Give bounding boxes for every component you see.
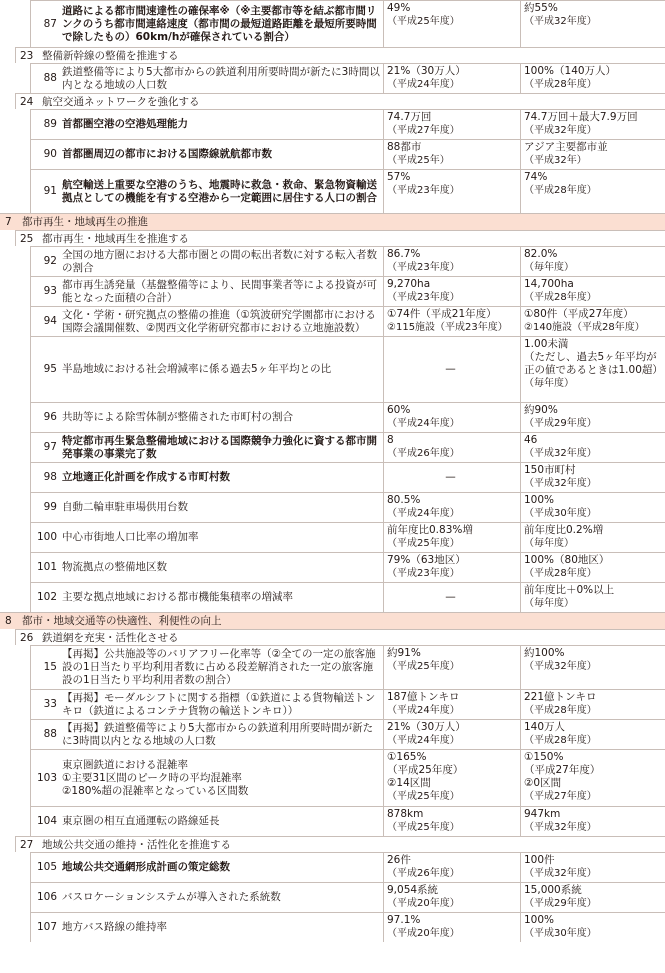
- indicator-number: 98: [43, 471, 57, 483]
- target-value-cell: [520, 853, 665, 882]
- current-year: （平成24年度）: [387, 418, 460, 429]
- target-value: ①150% （平成27年度） ②0区間: [524, 751, 601, 789]
- target-value-cell: [520, 750, 665, 806]
- indicator-number: 107: [36, 921, 57, 933]
- indicator-number: 90: [43, 148, 57, 160]
- indicator-description-cell: [62, 1, 380, 47]
- current-year: （平成23年度）: [387, 292, 460, 303]
- table-row: [30, 645, 665, 689]
- current-value: 57%: [387, 171, 411, 183]
- target-value-cell: [520, 807, 665, 836]
- indicator-description: 【再掲】鉄道整備等により5大都市からの鉄道利用所要時間が新たに3時間以内となる地域の人口数: [62, 721, 374, 747]
- table-row: [30, 806, 665, 836]
- target-value: 1.00未満 （ただし、過去5ヶ年平均が正の値であるときは1.00超）: [524, 338, 663, 376]
- indicator-number: 87: [43, 17, 57, 30]
- indicator-description: 東京圏の相互直通運転の路線延長: [62, 815, 220, 827]
- current-value: ①165% （平成25年度） ②14区間: [387, 751, 464, 789]
- indicator-description: 道路による都市間速達性の確保率※（※主要都市等を結ぶ都市間リンクのうち都市間連絡速度（都市間の最短道路距離を最短所要時間で除したもの）60km/hが確保されている割合）: [62, 4, 377, 43]
- current-value-cell: [383, 64, 517, 93]
- subsection-header: [15, 836, 665, 852]
- indicator-description-cell: [62, 583, 380, 612]
- current-value-cell: [383, 750, 517, 806]
- current-value: 187億トンキロ: [387, 691, 460, 703]
- indicator-number: 88: [43, 728, 57, 740]
- current-value: 86.7%: [387, 248, 421, 260]
- indicator-description-cell: [62, 170, 380, 213]
- target-value-cell: [520, 883, 665, 912]
- current-value-cell: [383, 403, 517, 432]
- current-value-cell: [383, 883, 517, 912]
- current-value-cell: [383, 720, 517, 749]
- target-value-cell: [520, 646, 665, 689]
- target-value: 150市町村: [524, 464, 576, 476]
- target-value: 100%（140万人）: [524, 65, 617, 77]
- current-year: （平成25年度）: [387, 791, 460, 802]
- table-row: [30, 719, 665, 749]
- current-year: （平成26年度）: [387, 448, 460, 459]
- current-value-cell: [383, 247, 517, 276]
- target-year: （平成30年度）: [524, 928, 597, 939]
- subsection-header: [15, 47, 665, 63]
- target-value: 74.7万回＋最大7.9万回: [524, 111, 638, 123]
- current-value: 878km: [387, 808, 424, 820]
- subsection-title: 都市再生・地域再生を推進する: [42, 233, 189, 245]
- indicator-description-cell: [62, 853, 380, 882]
- table-row: [30, 432, 665, 462]
- indicator-description: 主要な拠点地域における都市機能集積率の増減率: [62, 591, 293, 603]
- subsection-number: 25: [20, 233, 34, 245]
- target-year: （平成29年度）: [524, 898, 597, 909]
- target-year: （平成27年度）: [524, 791, 597, 802]
- target-value-cell: [520, 170, 665, 213]
- target-value-cell: [520, 307, 665, 336]
- target-value: 100%: [524, 494, 555, 506]
- target-value-cell: [520, 337, 665, 402]
- target-year: （毎年度）: [524, 598, 574, 609]
- table-row: [30, 522, 665, 552]
- indicator-description: 自動二輪車駐車場供用台数: [62, 501, 188, 513]
- indicator-number: 105: [36, 861, 57, 873]
- table-row: [30, 336, 665, 402]
- target-value-cell: [520, 110, 665, 139]
- current-value: 97.1%: [387, 914, 421, 926]
- subsection-title: 整備新幹線の整備を推進する: [42, 50, 179, 62]
- indicator-number: 97: [43, 441, 57, 453]
- current-value: —: [445, 363, 456, 375]
- target-value: 100%（80地区）: [524, 554, 610, 566]
- current-value: 21%（30万人）: [387, 721, 466, 733]
- current-year: （平成24年度）: [387, 705, 460, 716]
- indicator-description-cell: [62, 690, 380, 719]
- table-row: [30, 139, 665, 169]
- target-value: 15,000系統: [524, 884, 582, 896]
- section-title: 都市再生・地域再生の推進: [22, 216, 148, 228]
- target-value: 14,700ha: [524, 278, 574, 290]
- current-value: 9,054系統: [387, 884, 439, 896]
- target-year: （平成32年度）: [524, 478, 597, 489]
- target-value: 約90%: [524, 404, 558, 416]
- table-row: [30, 582, 665, 612]
- table-row: [30, 462, 665, 492]
- indicator-number: 88: [43, 72, 57, 84]
- subsection-number: 23: [20, 50, 34, 62]
- subsection-number: 26: [20, 632, 34, 644]
- indicator-description-cell: [62, 110, 380, 139]
- current-year: （平成24年度）: [387, 735, 460, 746]
- current-value: —: [445, 471, 456, 483]
- indicator-description-cell: [62, 433, 380, 462]
- section-header: [0, 612, 665, 629]
- target-value-cell: [520, 463, 665, 492]
- current-value-cell: [383, 807, 517, 836]
- target-value-cell: [520, 1, 665, 47]
- section-number: 7: [5, 216, 12, 228]
- target-value: 前年度比0.2%増: [524, 524, 604, 536]
- target-value-cell: [520, 403, 665, 432]
- target-year: （平成32年度）: [524, 16, 597, 27]
- table-row: [30, 689, 665, 719]
- indicator-description-cell: [62, 646, 380, 689]
- current-value-cell: [383, 523, 517, 552]
- current-year: （平成24年度）: [387, 79, 460, 90]
- current-year: （平成27年度）: [387, 125, 460, 136]
- subsection-number: 24: [20, 96, 34, 108]
- subsection-header: [15, 93, 665, 109]
- target-year: （毎年度）: [524, 378, 574, 389]
- current-value: 26件: [387, 854, 411, 866]
- indicator-number: 92: [43, 255, 57, 267]
- current-value: 前年度比0.83%増: [387, 524, 473, 536]
- target-value: 46: [524, 434, 538, 446]
- current-value: 79%（63地区）: [387, 554, 466, 566]
- target-value: 947km: [524, 808, 561, 820]
- indicator-description-cell: [62, 247, 380, 276]
- indicator-description: 半島地域における社会増減率に係る過去5ヶ年平均との比: [62, 363, 332, 375]
- indicator-description-cell: [62, 337, 380, 402]
- target-value: 前年度比＋0%以上: [524, 584, 615, 596]
- indicator-description: 地方バス路線の維持率: [62, 921, 167, 933]
- table-row: [30, 912, 665, 942]
- indicator-description: バスロケーションシステムが導入された系統数: [62, 891, 281, 903]
- target-value: 221億トンキロ: [524, 691, 597, 703]
- target-value: 約55%: [524, 2, 558, 14]
- current-value-cell: [383, 307, 517, 336]
- indicator-description-cell: [62, 720, 380, 749]
- target-value-cell: [520, 690, 665, 719]
- current-value-cell: [383, 1, 517, 47]
- subsection-title: 航空交通ネットワークを強化する: [42, 96, 200, 108]
- indicator-number: 103: [36, 771, 57, 784]
- current-value-cell: [383, 853, 517, 882]
- indicator-number: 99: [43, 501, 57, 513]
- target-year: （平成32年度）: [524, 448, 597, 459]
- target-year: （平成28年度）: [524, 79, 597, 90]
- target-value-cell: [520, 433, 665, 462]
- target-year: （平成28年度）: [524, 185, 597, 196]
- current-value: 74.7万回: [387, 111, 432, 123]
- table-row: [30, 402, 665, 432]
- current-year: （平成24年度）: [387, 508, 460, 519]
- target-year: （平成28年度）: [524, 568, 597, 579]
- target-year: （平成30年度）: [524, 508, 597, 519]
- target-value-cell: [520, 140, 665, 169]
- indicator-description-cell: [62, 140, 380, 169]
- target-value-cell: [520, 523, 665, 552]
- indicator-description: 鉄道整備等により5大都市からの鉄道利用所要時間が新たに3時間以内となる地域の人口数: [62, 65, 380, 91]
- target-value-cell: [520, 583, 665, 612]
- current-value: 60%: [387, 404, 411, 416]
- target-year: （平成32年度）: [524, 868, 597, 879]
- current-year: （平成20年度）: [387, 928, 460, 939]
- target-value-cell: [520, 720, 665, 749]
- table-row: [30, 0, 665, 47]
- current-value-cell: [383, 337, 517, 402]
- current-value-cell: [383, 463, 517, 492]
- current-value: 49%: [387, 2, 411, 14]
- target-value: アジア主要都市並: [524, 141, 608, 153]
- indicator-number: 95: [43, 363, 57, 375]
- indicator-description-cell: [62, 913, 380, 942]
- current-value-cell: [383, 493, 517, 522]
- indicator-description: 物流拠点の整備地区数: [62, 561, 167, 573]
- indicator-description: 全国の地方圏における大都市圏との間の転出者数に対する転入者数の割合: [62, 248, 377, 274]
- section-header: [0, 213, 665, 230]
- target-year: （平成29年度）: [524, 418, 597, 429]
- indicator-description-cell: [62, 750, 380, 806]
- current-value: 88都市: [387, 141, 422, 153]
- subsection-header: [15, 629, 665, 645]
- current-year: （平成23年度）: [387, 185, 460, 196]
- table-row: [30, 246, 665, 276]
- indicator-number: 89: [43, 118, 57, 130]
- indicator-description: 特定都市再生緊急整備地域における国際競争力強化に資する都市開発事業の事業完了数: [62, 434, 377, 460]
- current-year: （平成25年度）: [387, 661, 460, 672]
- current-year: （平成23年度）: [387, 262, 460, 273]
- target-value: 約100%: [524, 647, 565, 659]
- table-row: [30, 852, 665, 882]
- target-value-cell: [520, 247, 665, 276]
- indicator-description: 文化・学術・研究拠点の整備の推進（①筑波研究学園都市における国際会議開催数、②関西文化学術研究都市における立地施設数）: [62, 308, 376, 334]
- current-year: （平成20年度）: [387, 898, 460, 909]
- indicator-description-cell: [62, 64, 380, 93]
- current-value-cell: [383, 583, 517, 612]
- indicator-number: 33: [43, 698, 57, 710]
- indicator-number: 104: [36, 815, 57, 827]
- indicator-description: 東京圏鉄道における混雑率 ①主要31区間のピーク時の平均混雑率 ②180%超の混雑率となっている区間数: [62, 758, 249, 797]
- target-year: （毎年度）: [524, 262, 574, 273]
- current-year: （平成25年）: [387, 155, 450, 166]
- indicator-number: 101: [36, 561, 57, 573]
- current-year: （平成26年度）: [387, 868, 460, 879]
- indicator-description-cell: [62, 883, 380, 912]
- target-year: （平成32年）: [524, 155, 587, 166]
- current-year: （平成25年度）: [387, 16, 460, 27]
- target-value: 82.0%: [524, 248, 558, 260]
- target-value-cell: [520, 64, 665, 93]
- indicator-description: 首都圏空港の空港処理能力: [62, 118, 188, 130]
- indicator-description: 航空輸送上重要な空港のうち、地震時に救急・救命、緊急物資輸送拠点としての機能を有する空港から一定範囲に居住する人口の割合: [62, 178, 377, 204]
- current-value: 21%（30万人）: [387, 65, 466, 77]
- current-value-cell: [383, 110, 517, 139]
- target-value-cell: [520, 277, 665, 306]
- indicator-number: 93: [43, 285, 57, 297]
- current-year: （平成23年度）: [387, 568, 460, 579]
- target-year: （平成32年度）: [524, 125, 597, 136]
- table-row: [30, 306, 665, 336]
- indicator-description-cell: [62, 553, 380, 582]
- current-value: ①74件（平成21年度）: [387, 308, 497, 320]
- indicator-description-cell: [62, 277, 380, 306]
- target-value: 100%: [524, 914, 555, 926]
- subsection-header: [15, 230, 665, 246]
- indicator-number: 96: [43, 411, 57, 423]
- indicator-description: 【再掲】モーダルシフトに関する指標（①鉄道による貨物輸送トンキロ（鉄道によるコンテナ貨物の輸送トンキロ））: [62, 691, 376, 717]
- current-year: （平成25年度）: [387, 822, 460, 833]
- indicator-description-cell: [62, 807, 380, 836]
- indicator-description: 【再掲】公共施設等のバリアフリー化率等（②全ての一定の旅客施設の1日当たり平均利用者数に占める段差解消された一定の旅客施設の1日当たり平均利用者数の割合）: [62, 648, 376, 686]
- current-value: 約91%: [387, 647, 421, 659]
- indicator-description-cell: [62, 403, 380, 432]
- current-year: （平成25年度）: [387, 538, 460, 549]
- indicator-description-cell: [62, 523, 380, 552]
- target-year: ②140施設（平成28年度）: [524, 322, 645, 333]
- target-value-cell: [520, 493, 665, 522]
- indicator-number: 15: [43, 661, 57, 673]
- indicator-description: 立地適正化計画を作成する市町村数: [62, 471, 230, 483]
- indicator-description: 共助等による除雪体制が整備された市町村の割合: [62, 411, 293, 423]
- current-value-cell: [383, 553, 517, 582]
- indicator-description-cell: [62, 463, 380, 492]
- indicator-number: 91: [43, 185, 57, 197]
- table-row: [30, 552, 665, 582]
- current-year: ②115施設（平成23年度）: [387, 322, 508, 333]
- current-value-cell: [383, 690, 517, 719]
- indicator-number: 106: [36, 891, 57, 903]
- indicator-number: 100: [36, 531, 57, 543]
- subsection-title: 地域公共交通の維持・活性化を推進する: [42, 839, 231, 851]
- current-value-cell: [383, 433, 517, 462]
- indicator-number: 94: [43, 315, 57, 327]
- section-number: 8: [5, 615, 12, 627]
- current-value-cell: [383, 277, 517, 306]
- table-row: [30, 882, 665, 912]
- current-value: 8: [387, 434, 394, 446]
- target-year: （平成32年度）: [524, 822, 597, 833]
- indicator-description: 地域公共交通網形成計画の策定総数: [62, 861, 230, 873]
- current-value: 80.5%: [387, 494, 421, 506]
- table-row: [30, 169, 665, 213]
- indicator-description: 中心市街地人口比率の増加率: [62, 531, 199, 543]
- current-value-cell: [383, 140, 517, 169]
- indicator-number: 102: [36, 591, 57, 603]
- target-value: 74%: [524, 171, 548, 183]
- target-value: 100件: [524, 854, 555, 866]
- indicator-description: 首都圏周辺の都市における国際線就航都市数: [62, 148, 272, 160]
- section-title: 都市・地域交通等の快適性、利便性の向上: [22, 615, 222, 627]
- target-year: （平成28年度）: [524, 735, 597, 746]
- table-row: [30, 109, 665, 139]
- table-row: [30, 749, 665, 806]
- target-value: ①80件（平成27年度）: [524, 308, 634, 320]
- table-row: [30, 63, 665, 93]
- target-year: （平成28年度）: [524, 292, 597, 303]
- current-value-cell: [383, 170, 517, 213]
- current-value: 9,270ha: [387, 278, 431, 290]
- current-value-cell: [383, 913, 517, 942]
- table-row: [30, 492, 665, 522]
- indicator-description-cell: [62, 493, 380, 522]
- current-value: —: [445, 591, 456, 603]
- target-year: （毎年度）: [524, 538, 574, 549]
- current-value-cell: [383, 646, 517, 689]
- target-year: （平成32年度）: [524, 661, 597, 672]
- subsection-number: 27: [20, 839, 34, 851]
- indicator-description-cell: [62, 307, 380, 336]
- subsection-title: 鉄道網を充実・活性化させる: [42, 632, 179, 644]
- target-value: 140万人: [524, 721, 566, 733]
- target-value-cell: [520, 913, 665, 942]
- table-row: [30, 276, 665, 306]
- indicator-description: 都市再生誘発量（基盤整備等により、民間事業者等による投資が可能となった面積の合計）: [62, 278, 377, 304]
- target-value-cell: [520, 553, 665, 582]
- target-year: （平成28年度）: [524, 705, 597, 716]
